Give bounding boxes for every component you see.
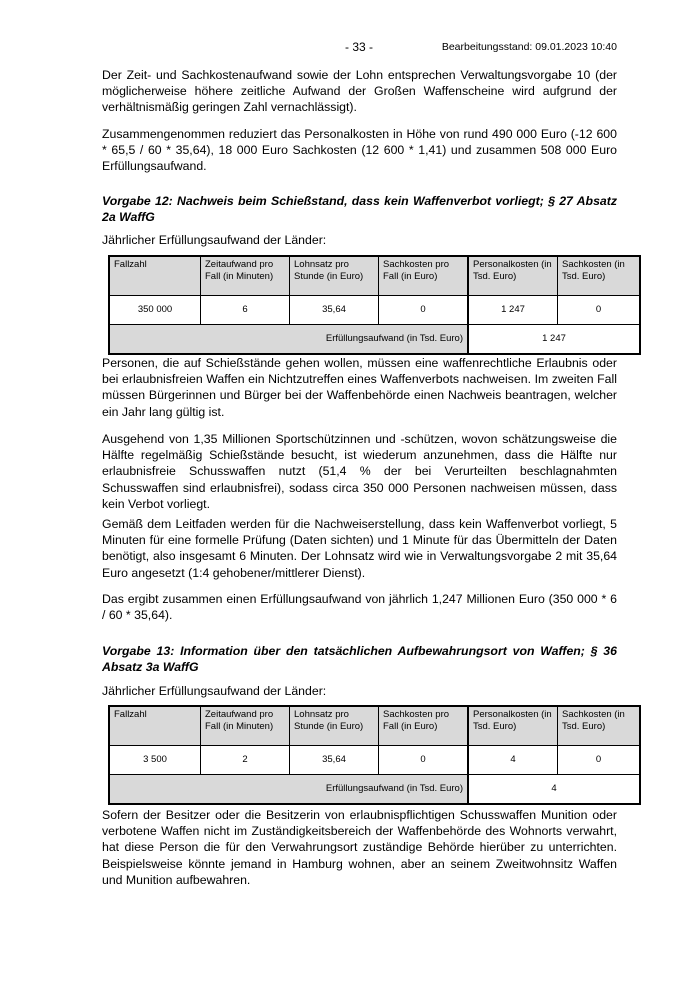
table-header-cell: Zeitaufwand pro Fall (in Minuten) xyxy=(201,256,290,296)
table-header-cell: Personalkosten (in Tsd. Euro) xyxy=(468,256,558,296)
table-cell: 350 000 xyxy=(109,296,201,325)
table-cell: 4 xyxy=(468,746,558,775)
table-cell: 0 xyxy=(379,746,469,775)
section-heading-vorgabe-12: Vorgabe 12: Nachweis beim Schießstand, dass kein Waffenverbot vorliegt; § 27 Absatz 2a WaffG xyxy=(102,194,617,225)
table-cell: 6 xyxy=(201,296,290,325)
cost-table-vorgabe-13 xyxy=(108,705,641,805)
table-header-cell: Fallzahl xyxy=(109,256,201,296)
table-header-cell: Lohnsatz pro Stunde (in Euro) xyxy=(290,256,379,296)
paragraph: Personen, die auf Schießstände gehen wollen, müssen eine waffenrechtliche Erlaubnis oder bei erlaubnisfreien Waffen ein Nichtzutreffen eines Waffenverbots nachweisen. Im zweiten Fall müssen Bürgerinnen und Bürger bei der Waffenbehörde einen Nachweis beantragen, welcher ein Jahr lang gültig ist. xyxy=(102,356,617,419)
paragraph: Zusammengenommen reduziert das Personalkosten in Höhe von rund 490 000 Euro (-12 600 * 65,5 / 60 * 35,64), 18 000 Euro Sachkosten (12 600 * 1,41) und zusammen 508 000 Euro Erfüllungsaufwand. xyxy=(102,127,617,174)
edit-status: Bearbeitungsstand: 09.01.2023 10:40 xyxy=(441,41,617,53)
table-cell: 3 500 xyxy=(109,746,201,775)
paragraph: Gemäß dem Leitfaden werden für die Nachweiserstellung, dass kein Waffenverbot vorliegt, 5 Minuten für eine formelle Prüfung (Daten sichten) und 1 Minute für das Übermitteln der Daten benötigt, also insgesamt 6 Minuten. Der Lohnsatz wird wie in Verwaltungsvorgabe 2 mit 35,64 Euro angesetzt (1:4 gehobener/mittlerer Dienst). xyxy=(102,517,617,580)
table-caption: Jährlicher Erfüllungsaufwand der Länder: xyxy=(102,233,327,247)
table-header-cell: Personalkosten (in Tsd. Euro) xyxy=(468,706,558,746)
page-number: - 33 - xyxy=(345,40,374,54)
table-cell: 0 xyxy=(558,296,641,325)
paragraph: Das ergibt zusammen einen Erfüllungsaufwand von jährlich 1,247 Millionen Euro (350 000 * 6 / 60 * 35,64). xyxy=(102,592,617,623)
page-header xyxy=(102,40,617,56)
table-caption: Jährlicher Erfüllungsaufwand der Länder: xyxy=(102,684,327,698)
table-header-cell: Zeitaufwand pro Fall (in Minuten) xyxy=(201,706,290,746)
table-header-cell: Sachkosten pro Fall (in Euro) xyxy=(379,256,469,296)
table-cell: 0 xyxy=(379,296,469,325)
paragraph: Sofern der Besitzer oder die Besitzerin von erlaubnispflichtigen Schusswaffen Munition oder verbotene Waffen nicht im Zuständigkeitsbereich der Waffenbehörde des Wohnorts verwahrt, hat diese Person die für den Verwahrungsort zuständige Behörde hierüber zu unterrichten. Beispielsweise könnte jemand in Hamburg wohnen, aber an seinem Zweitwohnsitz Waffen und Munition aufbewahren. xyxy=(102,808,617,887)
table-total-value: 4 xyxy=(468,775,640,805)
table-header-cell: Sachkosten pro Fall (in Euro) xyxy=(379,706,469,746)
table-header-cell: Sachkosten (in Tsd. Euro) xyxy=(558,256,641,296)
table-cell: 1 247 xyxy=(468,296,558,325)
paragraph: Der Zeit- und Sachkostenaufwand sowie der Lohn entsprechen Verwaltungsvorgabe 10 (der möglicherweise höhere zeitliche Aufwand der Großen Waffenscheine wird aufgrund der verhältnismäßig geringen Zahl vernachlässigt). xyxy=(102,68,617,115)
table-total-label: Erfüllungsaufwand (in Tsd. Euro) xyxy=(109,325,468,355)
cost-table-vorgabe-12 xyxy=(108,255,641,355)
table-header-cell: Fallzahl xyxy=(109,706,201,746)
paragraph: Ausgehend von 1,35 Millionen Sportschützinnen und -schützen, wovon schätzungsweise die Hälfte regelmäßig Schießstände besucht, ist wiederum anzunehmen, dass die Hälfte nur erlaubnisfreie Schusswaffen nutzt (51,4 % der bei Verurteilten beschlagnahmten Schusswaffen sind erlaubnisfrei), sodass circa 350 000 Personen nachweisen müssen, dass kein Verbot vorliegt. xyxy=(102,432,617,511)
table-header-cell: Lohnsatz pro Stunde (in Euro) xyxy=(290,706,379,746)
table-cell: 2 xyxy=(201,746,290,775)
table-cell: 35,64 xyxy=(290,746,379,775)
table-cell: 35,64 xyxy=(290,296,379,325)
table-total-label: Erfüllungsaufwand (in Tsd. Euro) xyxy=(109,775,468,805)
table-header-cell: Sachkosten (in Tsd. Euro) xyxy=(558,706,641,746)
section-heading-vorgabe-13: Vorgabe 13: Information über den tatsächlichen Aufbewahrungsort von Waffen; § 36 Absatz 3a WaffG xyxy=(102,644,617,675)
table-total-value: 1 247 xyxy=(468,325,640,355)
table-cell: 0 xyxy=(558,746,641,775)
